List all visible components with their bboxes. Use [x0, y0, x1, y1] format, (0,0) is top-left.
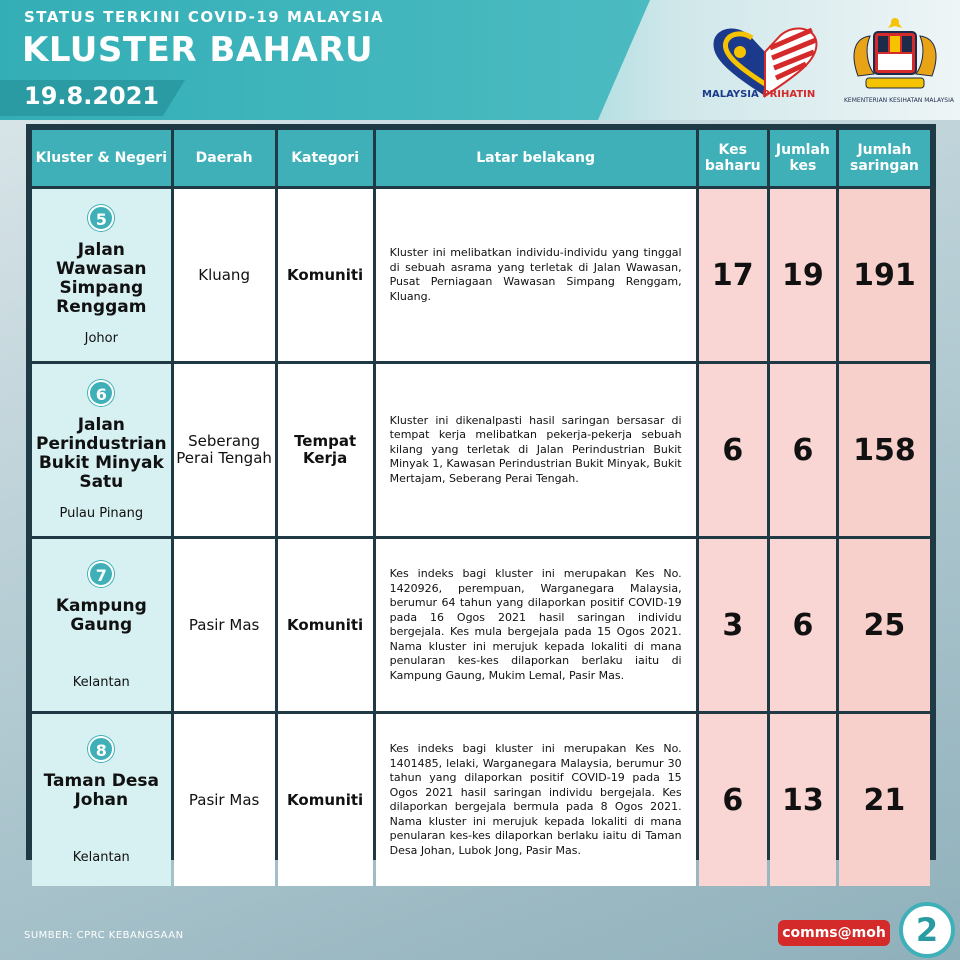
header-latar-belakang: Latar belakang: [376, 130, 696, 186]
table-row: [32, 364, 930, 536]
table-row: [32, 189, 930, 361]
kes-baharu-cell: 6: [699, 714, 767, 886]
kkm-coat-of-arms-logo: [840, 14, 950, 98]
page-title: KLUSTER BAHARU: [22, 30, 374, 70]
header-daerah: Daerah: [174, 130, 275, 186]
cluster-cell: [32, 539, 171, 711]
header-kategori: Kategori: [278, 130, 373, 186]
daerah-cell: Seberang Perai Tengah: [174, 364, 275, 536]
cluster-cell: [32, 364, 171, 536]
table-header-row: [32, 130, 930, 186]
page-number-badge: 2: [899, 902, 955, 958]
latar-belakang-cell: Kes indeks bagi kluster ini merupakan Kes No. 1401485, lelaki, Warganegara Malaysia, berumur 30 tahun yang dilaporkan positif COVID-19 pada 15 Ogos 2021 hasil saringan individu bergejala. Kes dilaporkan bergejala bermula pada 8 Ogos 2021. Nama kluster ini merujuk kepada lokaliti di mana penularan kes-kes dilaporkan berlaku iaitu di Taman Desa Johan, Lubok Jong, Pasir Mas.: [376, 714, 696, 886]
jumlah-kes-cell: 6: [770, 539, 836, 711]
header-jumlah-kes: Jumlah kes: [770, 130, 836, 186]
state-name: Kelantan: [72, 674, 130, 690]
cluster-cell: [32, 189, 171, 361]
cluster-name: Taman Desa Johan: [43, 770, 159, 810]
cluster-cell: [32, 714, 171, 886]
jumlah-saringan-cell: 191: [839, 189, 930, 361]
daerah-cell: Pasir Mas: [174, 714, 275, 886]
status-line: STATUS TERKINI COVID-19 MALAYSIA: [24, 8, 385, 26]
daerah-cell: Pasir Mas: [174, 539, 275, 711]
malaysia-prihatin-label: MALAYSIA PRIHATIN: [702, 89, 816, 100]
kkm-label: KEMENTERIAN KESIHATAN MALAYSIA: [844, 97, 954, 104]
comms-moh-badge: comms@moh: [778, 920, 890, 946]
header-kes-baharu: Kes baharu: [699, 130, 767, 186]
state-name: Pulau Pinang: [59, 505, 144, 521]
kes-baharu-cell: 6: [699, 364, 767, 536]
jumlah-saringan-cell: 25: [839, 539, 930, 711]
header-jumlah-saringan: Jumlah saringan: [839, 130, 930, 186]
cluster-number-badge: 8: [88, 736, 114, 762]
jumlah-kes-cell: 19: [770, 189, 836, 361]
cluster-number-badge: 7: [88, 561, 114, 587]
cluster-name: Kampung Gaung: [55, 595, 147, 635]
jumlah-kes-cell: 13: [770, 714, 836, 886]
cluster-number-badge: 5: [88, 205, 114, 231]
header-kluster: Kluster & Negeri: [32, 130, 171, 186]
cluster-number-badge: 6: [88, 380, 114, 406]
cluster-table: [26, 124, 936, 865]
kategori-cell: Komuniti: [278, 714, 373, 886]
kategori-cell: Tempat Kerja: [278, 364, 373, 536]
date-label: 19.8.2021: [24, 82, 160, 110]
kategori-cell: Komuniti: [278, 539, 373, 711]
kes-baharu-cell: 17: [699, 189, 767, 361]
state-name: Johor: [84, 330, 118, 346]
cluster-name: Jalan Perindustrian Bukit Minyak Satu: [36, 414, 167, 492]
cluster-name: Jalan Wawasan Simpang Renggam: [56, 239, 147, 317]
kategori-cell: Komuniti: [278, 189, 373, 361]
latar-belakang-cell: Kluster ini dikenalpasti hasil saringan bersasar di tempat kerja melibatkan pekerja-pekerja sebuah kilang yang terletak di Jalan Perindustrian Bukit Minyak 1, Kawasan Perindustrian Bukit Minyak, Bukit Mertajam, Seberang Perai Tengah.: [376, 364, 696, 536]
state-name: Kelantan: [72, 849, 130, 865]
latar-belakang-cell: Kluster ini melibatkan individu-individu yang tinggal di sebuah asrama yang terletak di Jalan Wawasan, Pusat Perniagaan Wawasan Simpang Renggam, Kluang.: [376, 189, 696, 361]
jumlah-saringan-cell: 158: [839, 364, 930, 536]
daerah-cell: Kluang: [174, 189, 275, 361]
table-row: [32, 539, 930, 711]
jumlah-saringan-cell: 21: [839, 714, 930, 886]
jumlah-kes-cell: 6: [770, 364, 836, 536]
kes-baharu-cell: 3: [699, 539, 767, 711]
table-row: [32, 714, 930, 886]
latar-belakang-cell: Kes indeks bagi kluster ini merupakan Kes No. 1420926, perempuan, Warganegara Malaysia, berumur 64 tahun yang dilaporkan positif COVID-19 pada 16 Ogos 2021 hasil saringan individu bergejala. Kes mula bergejala pada 15 Ogos 2021. Nama kluster ini merujuk kepada lokaliti di mana penularan kes-kes dilaporkan berlaku iaitu di Kampung Gaung, Mukim Lemal, Pasir Mas.: [376, 539, 696, 711]
source-note: SUMBER: CPRC KEBANGSAAN: [24, 930, 184, 941]
